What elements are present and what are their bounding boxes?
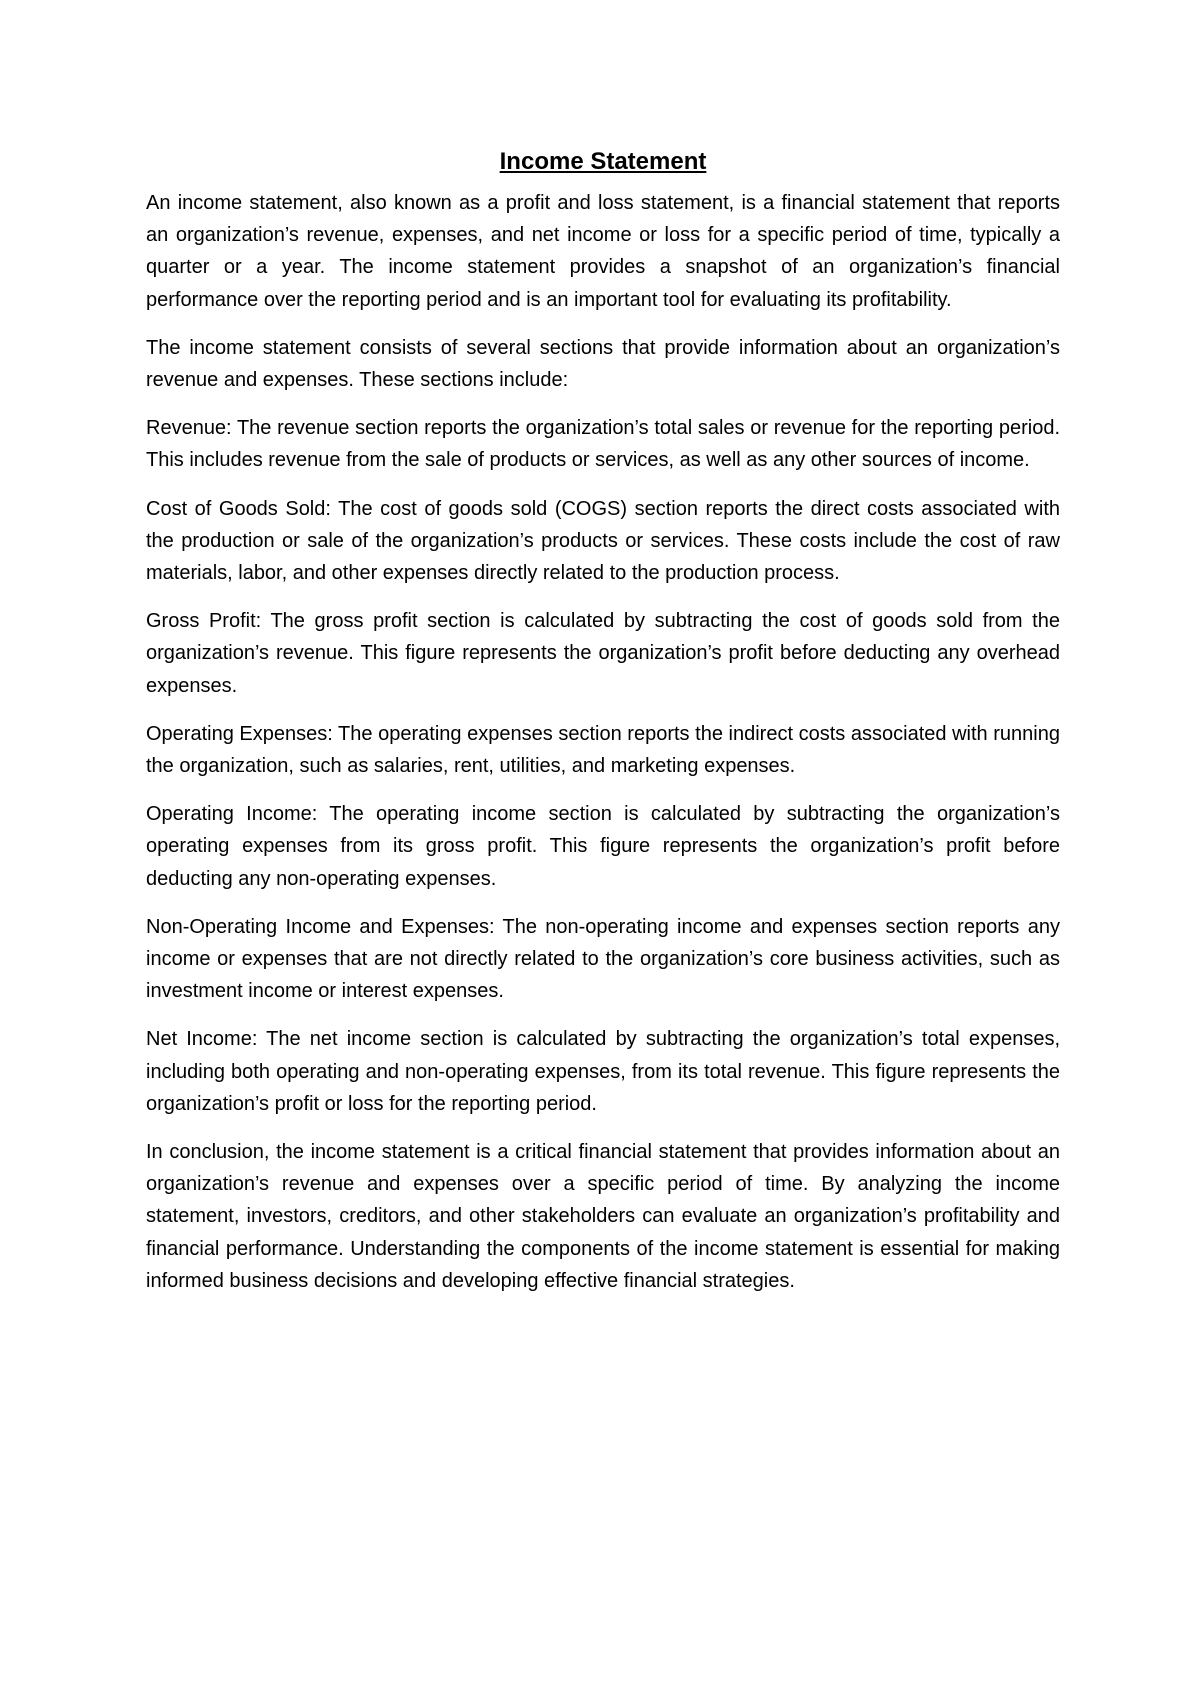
paragraph-gross-profit: Gross Profit: The gross profit section is calculated by subtracting the cost of goods sold from the organization’s revenue. This figure represents the organization’s profit before deducting any overhead expenses. — [146, 610, 1060, 697]
paragraph-cost-of-goods-sold: Cost of Goods Sold: The cost of goods sold (COGS) section reports the direct costs associated with the production or sale of the organization’s products or services. These costs include the cost of raw materials, labor, and other expenses directly related to the production process. — [146, 497, 1060, 585]
document-title: Income Statement — [499, 148, 707, 175]
paragraph-net-income: Net Income: The net income section is calculated by subtracting the organization’s total expenses, including both operating and non-operating expenses, from its total revenue. This figure represents the organization’s profit or loss for the reporting period. — [146, 1028, 1060, 1115]
paragraph-sections-overview: The income statement consists of several sections that provide information about an organization’s revenue and expenses. These sections include: — [146, 336, 1060, 392]
paragraph-conclusion: In conclusion, the income statement is a critical financial statement that provides information about an organization’s revenue and expenses over a specific period of time. By analyzing the income statement, investors, creditors, and other stakeholders can evaluate an organization’s profitability and financial performance. Understanding the components of the income statement is essential for making informed business decisions and developing effective financial strategies. — [146, 1141, 1060, 1292]
document-body — [146, 146, 1060, 1313]
paragraph-revenue: Revenue: The revenue section reports the organization’s total sales or revenue for the reporting period. This includes revenue from the sale of products or services, as well as any other sources of income. — [146, 417, 1060, 472]
paragraph-non-operating: Non-Operating Income and Expenses: The non-operating income and expenses section reports any income or expenses that are not directly related to the organization’s core business activities, such as investment income or interest expenses. — [146, 915, 1060, 1003]
paragraph-operating-expenses: Operating Expenses: The operating expenses section reports the indirect costs associated with running the organization, such as salaries, rent, utilities, and marketing expenses. — [146, 722, 1060, 778]
paragraph-operating-income: Operating Income: The operating income section is calculated by subtracting the organization’s operating expenses from its gross profit. This figure represents the organization’s profit before deducting any non-operating expenses. — [146, 803, 1060, 890]
paragraph-introduction: An income statement, also known as a profit and loss statement, is a financial statement that reports an organization’s revenue, expenses, and net income or loss for a specific period of time, typically a quarter or a year. The income statement provides a snapshot of an organization’s financial performance over the reporting period and is an important tool for evaluating its profitability. — [146, 192, 1060, 311]
